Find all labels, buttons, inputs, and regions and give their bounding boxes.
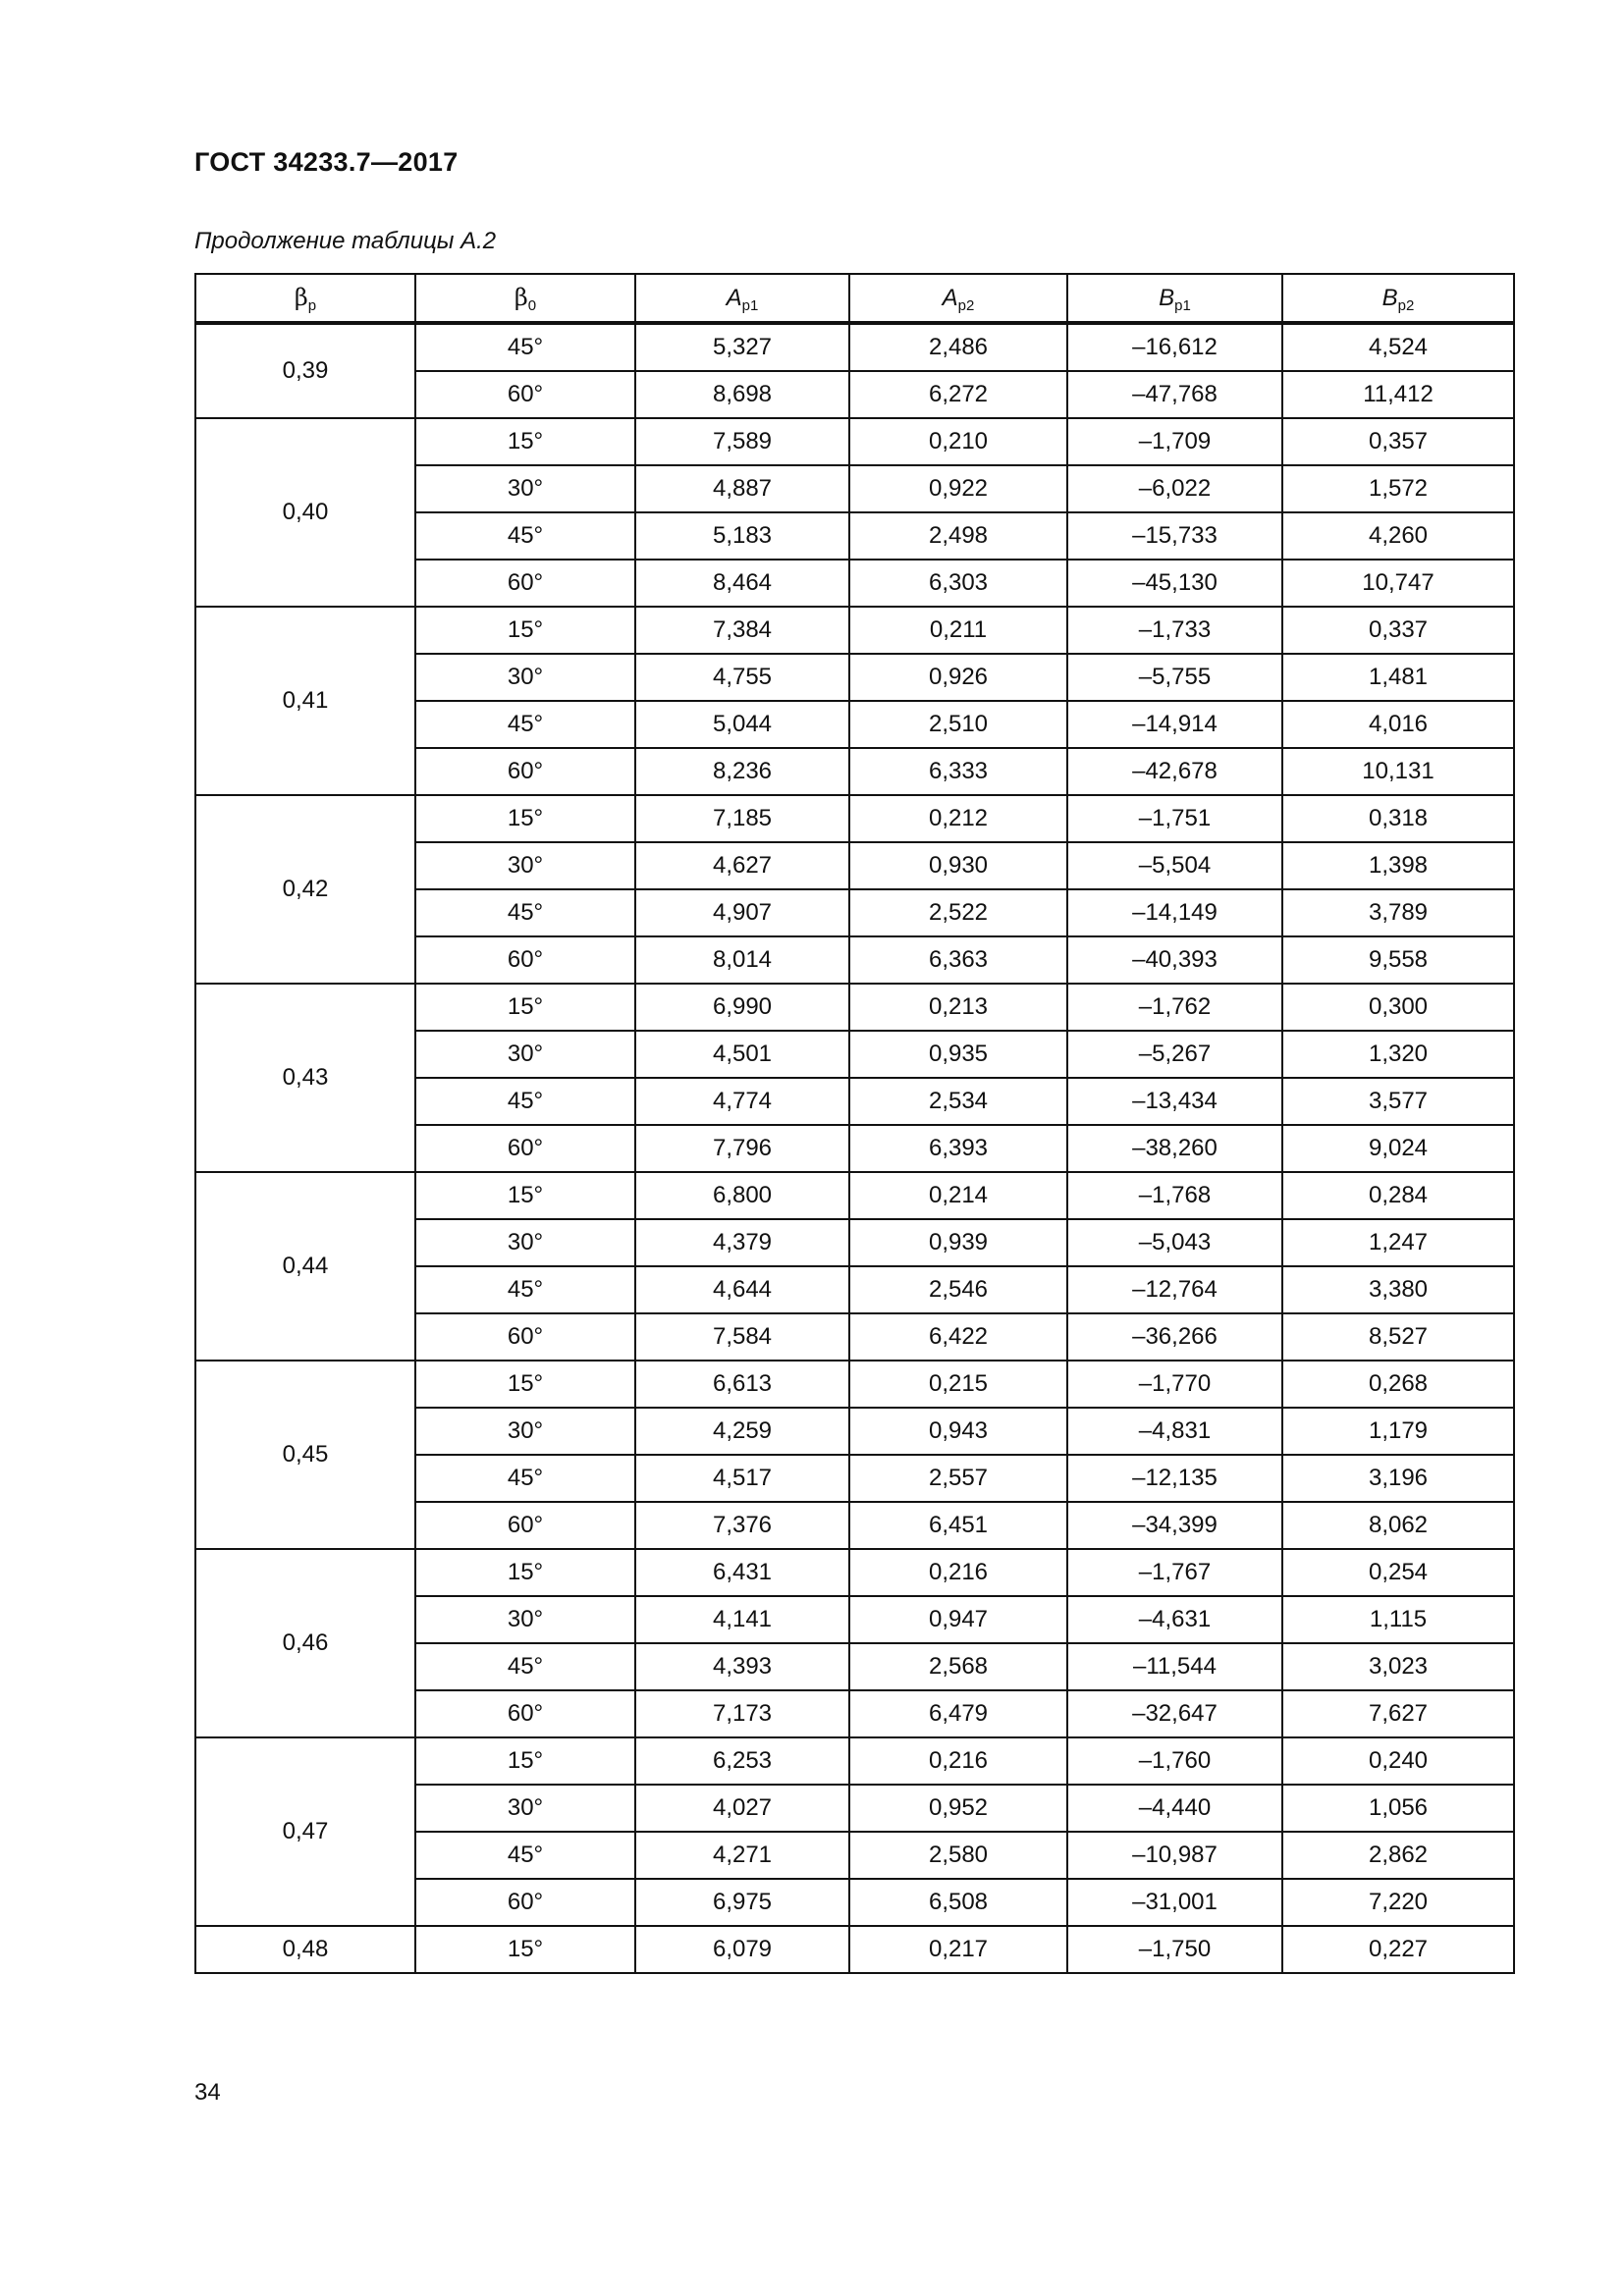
table-row <box>195 1361 1514 1408</box>
beta-p-cell: 0,45 <box>195 1361 415 1549</box>
document-header: ГОСТ 34233.7—2017 <box>194 147 459 177</box>
beta-0-cell: 45° <box>415 889 635 936</box>
b-p1-cell: –10,987 <box>1067 1832 1282 1879</box>
table-row <box>195 1172 1514 1219</box>
a-p1-cell: 5,327 <box>635 323 849 371</box>
b-p2-cell: 0,357 <box>1282 418 1514 465</box>
a-p1-cell: 4,887 <box>635 465 849 512</box>
beta-0-cell: 15° <box>415 607 635 654</box>
b-p2-cell: 11,412 <box>1282 371 1514 418</box>
beta-0-cell: 60° <box>415 1313 635 1361</box>
b-p1-cell: –5,267 <box>1067 1031 1282 1078</box>
a-p1-cell: 7,384 <box>635 607 849 654</box>
b-p1-cell: –31,001 <box>1067 1879 1282 1926</box>
beta-0-cell: 15° <box>415 1172 635 1219</box>
b-p2-cell: 10,131 <box>1282 748 1514 795</box>
data-table <box>194 273 1515 1974</box>
table-body <box>195 323 1514 1973</box>
beta-0-cell: 60° <box>415 1690 635 1737</box>
b-p2-cell: 0,268 <box>1282 1361 1514 1408</box>
a-p1-cell: 5,183 <box>635 512 849 560</box>
b-p2-cell: 4,260 <box>1282 512 1514 560</box>
beta-0-cell: 15° <box>415 1549 635 1596</box>
b-p1-cell: –1,733 <box>1067 607 1282 654</box>
a-p1-cell: 4,644 <box>635 1266 849 1313</box>
beta-0-cell: 30° <box>415 465 635 512</box>
a-p2-cell: 6,479 <box>849 1690 1067 1737</box>
a-p1-cell: 4,393 <box>635 1643 849 1690</box>
table-row <box>195 1926 1514 1973</box>
table-header-row <box>195 274 1514 323</box>
a-p2-cell: 0,214 <box>849 1172 1067 1219</box>
beta-0-cell: 15° <box>415 984 635 1031</box>
a-p2-cell: 2,568 <box>849 1643 1067 1690</box>
beta-0-cell: 60° <box>415 1125 635 1172</box>
a-p1-cell: 7,589 <box>635 418 849 465</box>
beta-p-cell: 0,42 <box>195 795 415 984</box>
beta-0-cell: 30° <box>415 842 635 889</box>
a-p1-cell: 6,800 <box>635 1172 849 1219</box>
table-row <box>195 984 1514 1031</box>
b-p2-cell: 1,398 <box>1282 842 1514 889</box>
b-p1-cell: –4,631 <box>1067 1596 1282 1643</box>
header-a-p2: $A_{p2}$ <box>849 274 1067 323</box>
b-p2-cell: 0,254 <box>1282 1549 1514 1596</box>
a-p2-cell: 2,486 <box>849 323 1067 371</box>
a-p2-cell: 0,952 <box>849 1785 1067 1832</box>
b-p1-cell: –1,750 <box>1067 1926 1282 1973</box>
b-p1-cell: –34,399 <box>1067 1502 1282 1549</box>
b-p1-cell: –32,647 <box>1067 1690 1282 1737</box>
beta-p-cell: 0,47 <box>195 1737 415 1926</box>
b-p2-cell: 9,558 <box>1282 936 1514 984</box>
a-p2-cell: 2,546 <box>849 1266 1067 1313</box>
a-p2-cell: 0,939 <box>849 1219 1067 1266</box>
a-p1-cell: 4,501 <box>635 1031 849 1078</box>
b-p2-cell: 0,300 <box>1282 984 1514 1031</box>
a-p2-cell: 0,210 <box>849 418 1067 465</box>
table-row <box>195 1737 1514 1785</box>
a-p1-cell: 4,774 <box>635 1078 849 1125</box>
a-p2-cell: 6,508 <box>849 1879 1067 1926</box>
a-p1-cell: 8,236 <box>635 748 849 795</box>
header-beta-p: $\beta_p$ <box>195 274 415 323</box>
b-p1-cell: –11,544 <box>1067 1643 1282 1690</box>
b-p2-cell: 1,572 <box>1282 465 1514 512</box>
a-p2-cell: 2,534 <box>849 1078 1067 1125</box>
b-p2-cell: 9,024 <box>1282 1125 1514 1172</box>
b-p2-cell: 10,747 <box>1282 560 1514 607</box>
a-p2-cell: 0,943 <box>849 1408 1067 1455</box>
b-p1-cell: –40,393 <box>1067 936 1282 984</box>
a-p2-cell: 6,303 <box>849 560 1067 607</box>
b-p1-cell: –38,260 <box>1067 1125 1282 1172</box>
b-p1-cell: –4,831 <box>1067 1408 1282 1455</box>
beta-0-cell: 15° <box>415 418 635 465</box>
a-p2-cell: 2,498 <box>849 512 1067 560</box>
b-p2-cell: 0,337 <box>1282 607 1514 654</box>
a-p2-cell: 0,922 <box>849 465 1067 512</box>
b-p1-cell: –16,612 <box>1067 323 1282 371</box>
a-p2-cell: 6,393 <box>849 1125 1067 1172</box>
b-p2-cell: 1,115 <box>1282 1596 1514 1643</box>
b-p1-cell: –1,762 <box>1067 984 1282 1031</box>
beta-0-cell: 45° <box>415 1266 635 1313</box>
a-p1-cell: 4,027 <box>635 1785 849 1832</box>
a-p2-cell: 0,947 <box>849 1596 1067 1643</box>
a-p1-cell: 7,376 <box>635 1502 849 1549</box>
a-p2-cell: 0,930 <box>849 842 1067 889</box>
page-number: 34 <box>194 2079 221 2106</box>
a-p1-cell: 6,613 <box>635 1361 849 1408</box>
table-row <box>195 323 1514 371</box>
b-p2-cell: 1,481 <box>1282 654 1514 701</box>
a-p2-cell: 0,216 <box>849 1737 1067 1785</box>
header-b-p2: $B_{p2}$ <box>1282 274 1514 323</box>
b-p1-cell: –14,914 <box>1067 701 1282 748</box>
beta-0-cell: 30° <box>415 1596 635 1643</box>
a-p1-cell: 8,698 <box>635 371 849 418</box>
a-p1-cell: 7,796 <box>635 1125 849 1172</box>
beta-0-cell: 60° <box>415 936 635 984</box>
beta-0-cell: 45° <box>415 1455 635 1502</box>
a-p2-cell: 6,272 <box>849 371 1067 418</box>
beta-0-cell: 30° <box>415 1031 635 1078</box>
beta-0-cell: 15° <box>415 1737 635 1785</box>
table-caption: Продолжение таблицы А.2 <box>194 228 497 254</box>
beta-0-cell: 30° <box>415 1408 635 1455</box>
b-p1-cell: –15,733 <box>1067 512 1282 560</box>
a-p2-cell: 0,935 <box>849 1031 1067 1078</box>
b-p2-cell: 1,320 <box>1282 1031 1514 1078</box>
a-p2-cell: 2,580 <box>849 1832 1067 1879</box>
a-p1-cell: 4,141 <box>635 1596 849 1643</box>
b-p2-cell: 3,196 <box>1282 1455 1514 1502</box>
b-p2-cell: 4,524 <box>1282 323 1514 371</box>
table-row <box>195 1549 1514 1596</box>
a-p2-cell: 2,522 <box>849 889 1067 936</box>
a-p1-cell: 7,173 <box>635 1690 849 1737</box>
b-p2-cell: 3,023 <box>1282 1643 1514 1690</box>
a-p1-cell: 4,627 <box>635 842 849 889</box>
b-p2-cell: 1,056 <box>1282 1785 1514 1832</box>
beta-0-cell: 15° <box>415 1361 635 1408</box>
table-row <box>195 607 1514 654</box>
b-p1-cell: –36,266 <box>1067 1313 1282 1361</box>
a-p1-cell: 6,990 <box>635 984 849 1031</box>
b-p1-cell: –13,434 <box>1067 1078 1282 1125</box>
beta-p-cell: 0,40 <box>195 418 415 607</box>
beta-0-cell: 15° <box>415 795 635 842</box>
b-p2-cell: 0,227 <box>1282 1926 1514 1973</box>
beta-p-cell: 0,41 <box>195 607 415 795</box>
b-p2-cell: 7,627 <box>1282 1690 1514 1737</box>
b-p1-cell: –14,149 <box>1067 889 1282 936</box>
beta-0-cell: 45° <box>415 1078 635 1125</box>
b-p2-cell: 0,284 <box>1282 1172 1514 1219</box>
beta-0-cell: 45° <box>415 512 635 560</box>
a-p1-cell: 8,014 <box>635 936 849 984</box>
b-p2-cell: 3,789 <box>1282 889 1514 936</box>
a-p1-cell: 4,907 <box>635 889 849 936</box>
a-p2-cell: 6,422 <box>849 1313 1067 1361</box>
b-p1-cell: –12,764 <box>1067 1266 1282 1313</box>
a-p1-cell: 4,379 <box>635 1219 849 1266</box>
b-p1-cell: –47,768 <box>1067 371 1282 418</box>
a-p1-cell: 6,975 <box>635 1879 849 1926</box>
b-p1-cell: –5,755 <box>1067 654 1282 701</box>
b-p1-cell: –6,022 <box>1067 465 1282 512</box>
beta-p-cell: 0,48 <box>195 1926 415 1973</box>
a-p2-cell: 2,510 <box>849 701 1067 748</box>
b-p2-cell: 8,062 <box>1282 1502 1514 1549</box>
beta-0-cell: 60° <box>415 371 635 418</box>
a-p2-cell: 0,216 <box>849 1549 1067 1596</box>
b-p2-cell: 3,577 <box>1282 1078 1514 1125</box>
beta-p-cell: 0,39 <box>195 323 415 418</box>
a-p2-cell: 6,363 <box>849 936 1067 984</box>
a-p1-cell: 5,044 <box>635 701 849 748</box>
beta-0-cell: 45° <box>415 1832 635 1879</box>
beta-p-cell: 0,43 <box>195 984 415 1172</box>
b-p1-cell: –1,709 <box>1067 418 1282 465</box>
a-p1-cell: 6,253 <box>635 1737 849 1785</box>
beta-0-cell: 60° <box>415 1879 635 1926</box>
a-p2-cell: 0,213 <box>849 984 1067 1031</box>
a-p1-cell: 7,185 <box>635 795 849 842</box>
a-p2-cell: 6,451 <box>849 1502 1067 1549</box>
beta-0-cell: 45° <box>415 701 635 748</box>
beta-0-cell: 45° <box>415 1643 635 1690</box>
header-b-p1: $B_{p1}$ <box>1067 274 1282 323</box>
b-p1-cell: –1,767 <box>1067 1549 1282 1596</box>
b-p1-cell: –1,770 <box>1067 1361 1282 1408</box>
a-p2-cell: 0,212 <box>849 795 1067 842</box>
beta-0-cell: 60° <box>415 748 635 795</box>
a-p2-cell: 6,333 <box>849 748 1067 795</box>
table-row <box>195 795 1514 842</box>
b-p2-cell: 1,247 <box>1282 1219 1514 1266</box>
beta-p-cell: 0,46 <box>195 1549 415 1737</box>
a-p2-cell: 0,217 <box>849 1926 1067 1973</box>
a-p1-cell: 6,431 <box>635 1549 849 1596</box>
b-p1-cell: –5,504 <box>1067 842 1282 889</box>
b-p1-cell: –1,751 <box>1067 795 1282 842</box>
beta-p-cell: 0,44 <box>195 1172 415 1361</box>
beta-0-cell: 60° <box>415 1502 635 1549</box>
a-p1-cell: 4,755 <box>635 654 849 701</box>
beta-0-cell: 30° <box>415 1219 635 1266</box>
beta-0-cell: 30° <box>415 654 635 701</box>
b-p1-cell: –1,768 <box>1067 1172 1282 1219</box>
b-p1-cell: –1,760 <box>1067 1737 1282 1785</box>
table-row <box>195 418 1514 465</box>
beta-0-cell: 45° <box>415 323 635 371</box>
beta-0-cell: 60° <box>415 560 635 607</box>
b-p1-cell: –42,678 <box>1067 748 1282 795</box>
b-p2-cell: 0,318 <box>1282 795 1514 842</box>
b-p2-cell: 8,527 <box>1282 1313 1514 1361</box>
header-a-p1: $A_{p1}$ <box>635 274 849 323</box>
b-p1-cell: –5,043 <box>1067 1219 1282 1266</box>
header-beta-0: $\beta_0$ <box>415 274 635 323</box>
beta-0-cell: 30° <box>415 1785 635 1832</box>
a-p1-cell: 4,259 <box>635 1408 849 1455</box>
a-p1-cell: 7,584 <box>635 1313 849 1361</box>
b-p2-cell: 1,179 <box>1282 1408 1514 1455</box>
b-p2-cell: 0,240 <box>1282 1737 1514 1785</box>
a-p2-cell: 2,557 <box>849 1455 1067 1502</box>
a-p1-cell: 4,517 <box>635 1455 849 1502</box>
a-p1-cell: 6,079 <box>635 1926 849 1973</box>
beta-0-cell: 15° <box>415 1926 635 1973</box>
b-p1-cell: –12,135 <box>1067 1455 1282 1502</box>
b-p1-cell: –45,130 <box>1067 560 1282 607</box>
a-p2-cell: 0,211 <box>849 607 1067 654</box>
b-p2-cell: 3,380 <box>1282 1266 1514 1313</box>
b-p2-cell: 7,220 <box>1282 1879 1514 1926</box>
b-p2-cell: 2,862 <box>1282 1832 1514 1879</box>
a-p1-cell: 4,271 <box>635 1832 849 1879</box>
b-p1-cell: –4,440 <box>1067 1785 1282 1832</box>
b-p2-cell: 4,016 <box>1282 701 1514 748</box>
a-p1-cell: 8,464 <box>635 560 849 607</box>
a-p2-cell: 0,926 <box>849 654 1067 701</box>
a-p2-cell: 0,215 <box>849 1361 1067 1408</box>
